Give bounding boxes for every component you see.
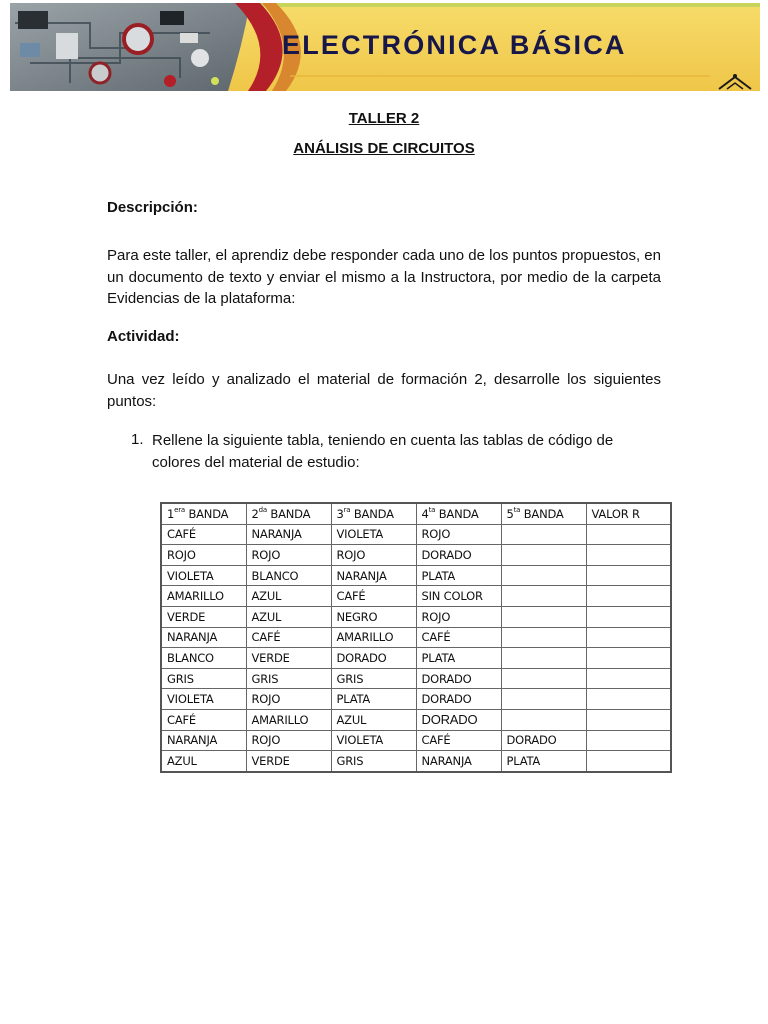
table-cell: VIOLETA bbox=[331, 730, 416, 751]
table-cell: ROJO bbox=[246, 689, 331, 710]
table-cell: ROJO bbox=[246, 730, 331, 751]
actividad-heading: Actividad: bbox=[107, 328, 180, 345]
table-cell: AMARILLO bbox=[161, 586, 246, 607]
header-band-4: $4^{ta}$ BANDA bbox=[416, 503, 501, 524]
sena-logo bbox=[715, 73, 755, 91]
table-cell bbox=[501, 668, 586, 689]
table-cell: GRIS bbox=[331, 751, 416, 772]
table-cell bbox=[586, 668, 671, 689]
table-cell: DORADO bbox=[501, 730, 586, 751]
table-cell bbox=[586, 565, 671, 586]
table-cell: DORADO bbox=[416, 545, 501, 566]
table-cell: VERDE bbox=[161, 606, 246, 627]
table-row bbox=[161, 709, 671, 730]
table-cell bbox=[586, 751, 671, 772]
banner-title: ELECTRÓNICA BÁSICA bbox=[282, 30, 627, 60]
table-cell: NARANJA bbox=[161, 730, 246, 751]
table-row bbox=[161, 648, 671, 669]
table-cell bbox=[586, 586, 671, 607]
table-cell: DORADO bbox=[416, 668, 501, 689]
table-cell bbox=[501, 689, 586, 710]
table-cell: VIOLETA bbox=[161, 689, 246, 710]
table-cell: BLANCO bbox=[246, 565, 331, 586]
table-cell bbox=[501, 524, 586, 545]
table-cell: CAFÉ bbox=[161, 524, 246, 545]
table-cell: AZUL bbox=[246, 586, 331, 607]
header-band-5: $5^{ta}$ BANDA bbox=[501, 503, 586, 524]
table-cell: ROJO bbox=[331, 545, 416, 566]
table-row bbox=[161, 565, 671, 586]
descripcion-paragraph: Para este taller, el aprendiz debe responder cada uno de los puntos propuestos, en un documento de texto y enviar el mismo a la Instructora, por medio de la carpeta Evidencias de la plataforma: bbox=[107, 247, 661, 307]
table-cell bbox=[586, 627, 671, 648]
table-cell bbox=[586, 709, 671, 730]
table-cell: PLATA bbox=[331, 689, 416, 710]
table-cell: CAFÉ bbox=[416, 627, 501, 648]
table-cell: AZUL bbox=[246, 606, 331, 627]
table-cell: PLATA bbox=[416, 648, 501, 669]
table-cell bbox=[586, 730, 671, 751]
table-cell: CAFÉ bbox=[246, 627, 331, 648]
table-row bbox=[161, 668, 671, 689]
table-cell bbox=[501, 606, 586, 627]
table-cell: BLANCO bbox=[161, 648, 246, 669]
table-cell: NARANJA bbox=[331, 565, 416, 586]
table-cell: ROJO bbox=[161, 545, 246, 566]
table-cell bbox=[501, 565, 586, 586]
table-cell: VIOLETA bbox=[331, 524, 416, 545]
table-cell bbox=[501, 545, 586, 566]
table-cell: VIOLETA bbox=[161, 565, 246, 586]
table-cell: AZUL bbox=[161, 751, 246, 772]
table-cell: GRIS bbox=[331, 668, 416, 689]
header-band-3: $3^{ra}$ BANDA bbox=[331, 503, 416, 524]
table-row bbox=[161, 627, 671, 648]
resistor-color-table bbox=[160, 502, 672, 773]
header-band-1: $1^{era}$ BANDA bbox=[161, 503, 246, 524]
table-cell bbox=[586, 648, 671, 669]
descripcion-heading: Descripción: bbox=[107, 199, 198, 216]
table-row bbox=[161, 606, 671, 627]
table-cell bbox=[501, 709, 586, 730]
actividad-paragraph: Una vez leído y analizado el material de formación 2, desarrolle los siguientes puntos: bbox=[107, 371, 661, 410]
table-header-row bbox=[161, 503, 671, 524]
table-row bbox=[161, 689, 671, 710]
table-cell: DORADO bbox=[416, 689, 501, 710]
table-cell: VERDE bbox=[246, 751, 331, 772]
table-row bbox=[161, 586, 671, 607]
table-cell: AZUL bbox=[331, 709, 416, 730]
table-cell bbox=[586, 524, 671, 545]
header-band-2: $2^{da}$ BANDA bbox=[246, 503, 331, 524]
table-cell bbox=[586, 689, 671, 710]
document-title: TALLER 2 bbox=[348, 110, 420, 127]
table-cell bbox=[586, 606, 671, 627]
table-cell: CAFÉ bbox=[331, 586, 416, 607]
table-cell: ROJO bbox=[416, 524, 501, 545]
table-cell: NEGRO bbox=[331, 606, 416, 627]
table-row bbox=[161, 524, 671, 545]
table-cell: NARANJA bbox=[161, 627, 246, 648]
header-banner bbox=[10, 3, 760, 91]
table-row bbox=[161, 730, 671, 751]
table-row bbox=[161, 545, 671, 566]
table-cell: DORADO bbox=[416, 709, 501, 730]
table-cell: CAFÉ bbox=[416, 730, 501, 751]
table-cell bbox=[501, 627, 586, 648]
table-cell: NARANJA bbox=[416, 751, 501, 772]
table-cell: DORADO bbox=[331, 648, 416, 669]
table-cell: GRIS bbox=[161, 668, 246, 689]
table-cell: SIN COLOR bbox=[416, 586, 501, 607]
table-cell: CAFÉ bbox=[161, 709, 246, 730]
table-cell: GRIS bbox=[246, 668, 331, 689]
table-cell bbox=[501, 648, 586, 669]
table-cell bbox=[501, 586, 586, 607]
list-item-text: Rellene la siguiente tabla, teniendo en cuenta las tablas de código de colores del material de estudio: bbox=[152, 432, 614, 471]
table-row bbox=[161, 751, 671, 772]
list-item-number: 1. bbox=[131, 431, 144, 448]
table-cell: PLATA bbox=[416, 565, 501, 586]
document-subtitle: ANÁLISIS DE CIRCUITOS bbox=[293, 140, 475, 157]
table-cell: NARANJA bbox=[246, 524, 331, 545]
table-cell: AMARILLO bbox=[246, 709, 331, 730]
header-valor-r: VALOR R bbox=[586, 503, 671, 524]
table-cell: ROJO bbox=[246, 545, 331, 566]
table-cell bbox=[586, 545, 671, 566]
table-cell: PLATA bbox=[501, 751, 586, 772]
table-cell: AMARILLO bbox=[331, 627, 416, 648]
table-cell: ROJO bbox=[416, 606, 501, 627]
table-cell: VERDE bbox=[246, 648, 331, 669]
